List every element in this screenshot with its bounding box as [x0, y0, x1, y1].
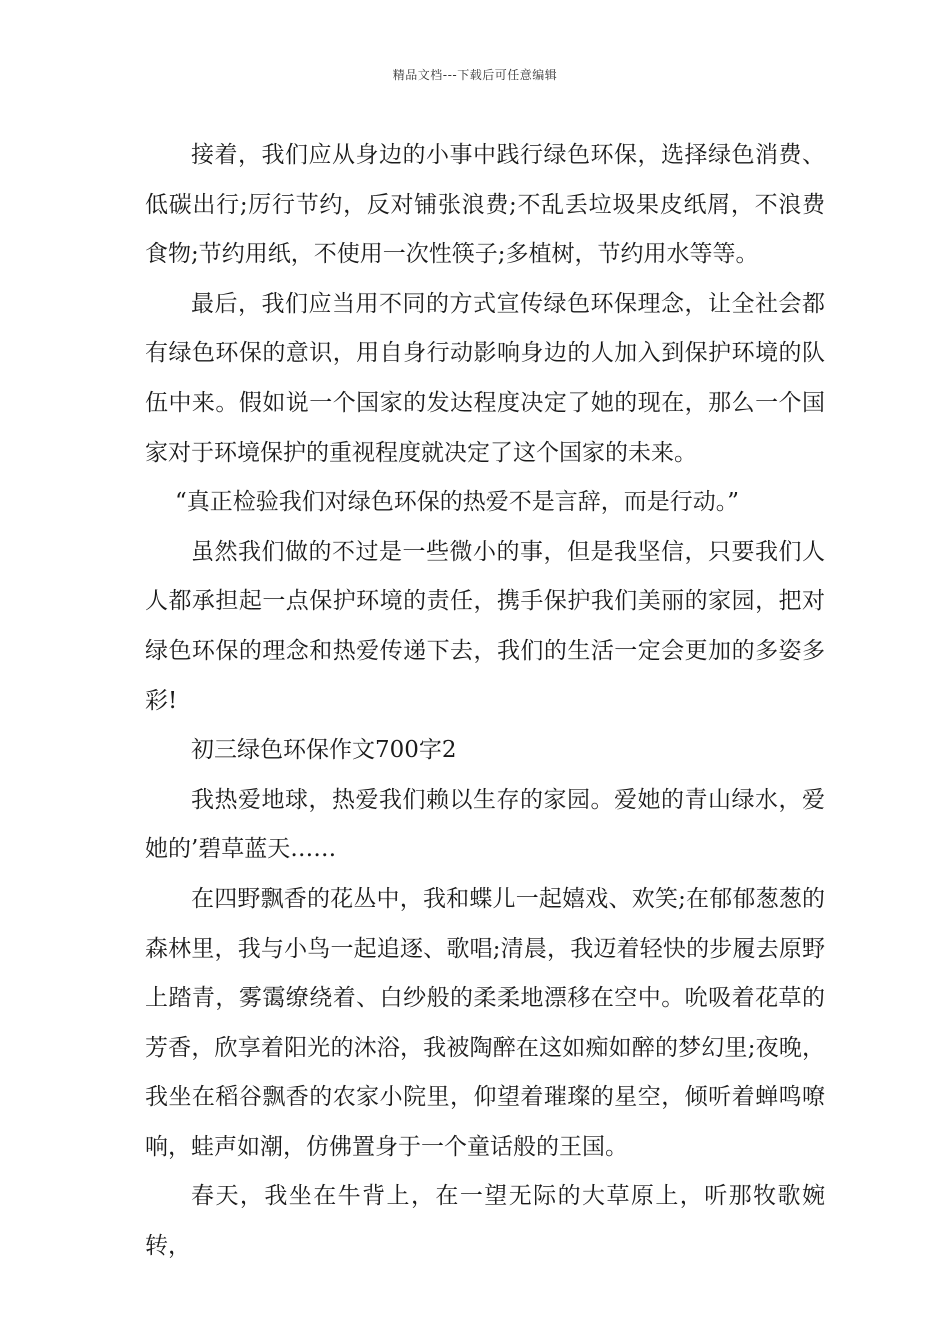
page-header: 精品文档---下载后可任意编辑 — [392, 68, 558, 82]
paragraph-nature-scenes: 在四野飘香的花丛中，我和蝶儿一起嬉戏、欢笑;在郁郁葱葱的森林里，我与小鸟一起追逐、歌唱;清晨，我迈着轻快的步履去原野上踏青，雾霭缭绕着、白纱般的柔柔地漂移在空中。吮吸着花草的芳香，欣享着阳光的沐浴，我被陶醉在这如痴如醉的梦幻里;夜晚，我坐在稻谷飘香的农家小院里，仰望着璀璨的星空，倾听着蝉鸣嘹响，蛙声如潮，仿佛置身于一个童话般的王国。 — [145, 885, 825, 1160]
document-body — [145, 131, 825, 1272]
paragraph-promote-awareness: 最后，我们应当用不同的方式宣传绿色环保理念，让全社会都有绿色环保的意识，用自身行动影响身边的人加入到保护环境的队伍中来。假如说一个国家的发达程度决定了她的现在，那么一个国家对于环境保护的重视程度就决定了这个国家的未来。 — [145, 290, 825, 466]
essay-title: 初三绿色环保作文700字2 — [191, 737, 457, 764]
paragraph-conclusion: 虽然我们做的不过是一些微小的事，但是我坚信，只要我们人人都承担起一点保护环境的责任，携手保护我们美丽的家园，把对绿色环保的理念和热爱传递下去，我们的生活一定会更加的多姿多彩! — [145, 538, 825, 714]
paragraph-spring: 春天，我坐在牛背上，在一望无际的大草原上，听那牧歌婉转， — [145, 1183, 825, 1260]
paragraph-quote: “真正检验我们对绿色环保的热爱不是言辞，而是行动。” — [175, 489, 740, 516]
paragraph-love-earth: 我热爱地球，热爱我们赖以生存的家园。爱她的青山绿水，爱她的’碧草蓝天…… — [145, 786, 825, 863]
paragraph-green-actions: 接着，我们应从身边的小事中践行绿色环保，选择绿色消费、低碳出行;厉行节约，反对铺张浪费;不乱丢垃圾果皮纸屑，不浪费食物;节约用纸，不使用一次性筷子;多植树，节约用水等等。 — [145, 142, 825, 268]
